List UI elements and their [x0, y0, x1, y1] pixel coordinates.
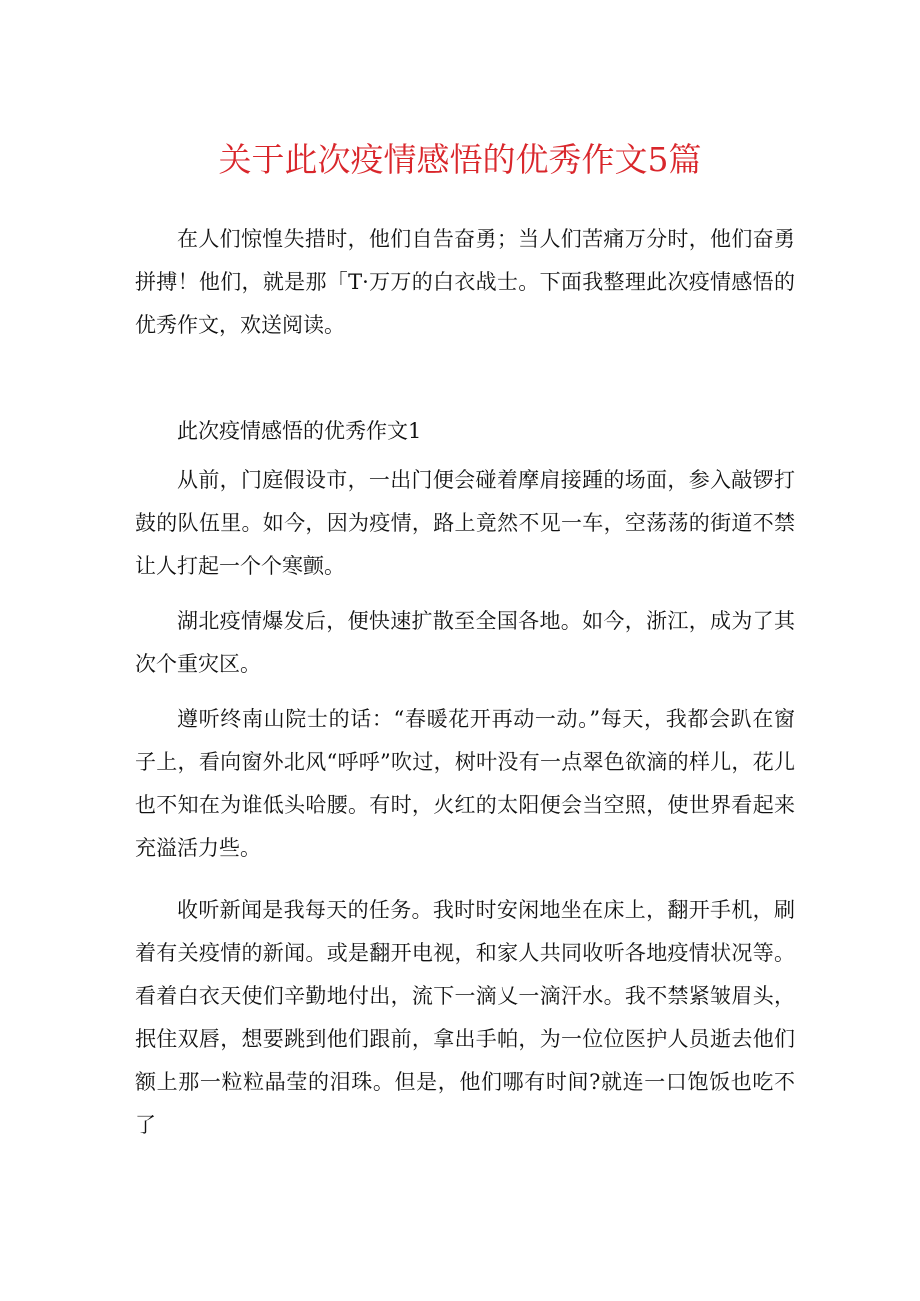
document-title: 关于此次疫情感悟的优秀作文5篇: [218, 140, 702, 179]
section-heading-text: 此次疫情感悟的优秀作文1: [177, 419, 422, 443]
paragraph-1: [135, 459, 795, 588]
paragraph-text: 收听新闻是我每天的任务。我时时安闲地坐在床上，翻开手机，刷着有关疫情的新闻。或是翻开电视，和家人共同收听各地疫情状况等。看着白衣天使们辛勤地付出，流下一滴乂一滴汗水。我不禁紧皱眉头，抿住双唇，想要跳到他们跟前，拿出手帕，为一位位医护人员逝去他们额上那一粒粒晶莹的泪珠。但是，他们哪有时间?就连一口饱饭也吃不了: [135, 898, 795, 1137]
intro-paragraph: [135, 218, 795, 347]
section-heading: [135, 410, 795, 453]
paragraph-4: [135, 889, 795, 1147]
intro-text: 在人们惊惶失措时，他们自告奋勇；当人们苦痛万分时，他们奋勇拼搏！他们，就是那「T·万万的白衣战士。下面我整理此次疫情感悟的优秀作文，欢送阅读。: [135, 227, 795, 337]
paragraph-text: 遵听终南山院士的话：“春暖花开再动一动。”每天，我都会趴在窗子上，看向窗外北风“呼呼”吹过，树叶没有一点翠色欲滴的样儿，花儿也不知在为谁低头哈腰。有时，火红的太阳便会当空照，使世界看起来充溢活力些。: [135, 707, 795, 860]
paragraph-text: 湖北疫情爆发后，便快速扩散至全国各地。如今，浙江，成为了其次个重灾区。: [135, 609, 795, 676]
paragraph-text: 从前，门庭假设市，一出门便会碰着摩肩接踵的场面，参入敲锣打鼓的队伍里。如今，因为疫情，路上竟然不见一车，空荡荡的街道不禁让人打起一个个寒颤。: [135, 468, 795, 578]
paragraph-3: [135, 698, 795, 870]
paragraph-2: [135, 600, 795, 686]
